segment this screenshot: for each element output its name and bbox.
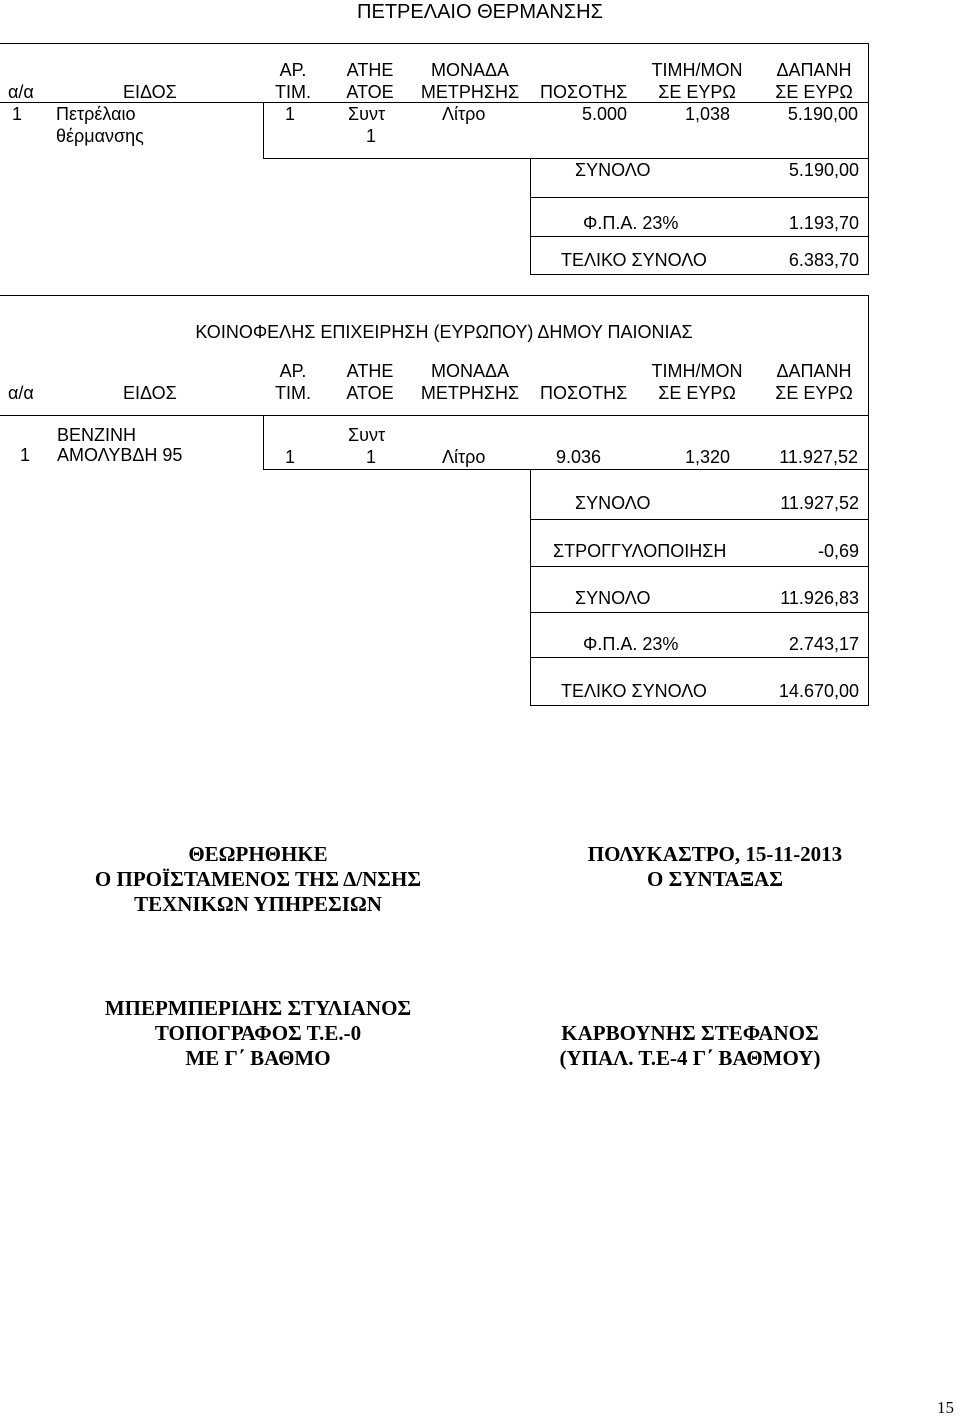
total-value: 11.927,52 <box>780 493 859 513</box>
cell-aa: 1 <box>12 104 23 124</box>
final-total-label: ΤΕΛΙΚΟ ΣΥΝΟΛΟ <box>561 681 707 701</box>
subtotal-value: 11.926,83 <box>780 588 859 608</box>
page-number: 15 <box>937 1398 954 1417</box>
cell-aa: 1 <box>20 445 31 465</box>
cell-athe-line2: 1 <box>366 126 377 146</box>
subtotal-row <box>530 566 869 613</box>
header-timi-line2: ΣΕ ΕΥΡΩ <box>658 383 736 403</box>
header-aa: α/α <box>8 82 34 102</box>
header-monada-line2: ΜΕΤΡΗΣΗΣ <box>420 82 520 102</box>
header-athe-line2: ΑΤΟΕ <box>346 383 394 403</box>
header-ar-line1: ΑΡ. <box>279 60 307 80</box>
header-athe-line1: ΑΤΗΕ <box>346 60 394 80</box>
cell-athe-line1: Συντ <box>348 104 386 124</box>
total-label: ΣΥΝΟΛΟ <box>575 160 651 180</box>
approver-title: ΤΟΠΟΓΡΑΦΟΣ Τ.Ε.-0 <box>154 1021 362 1045</box>
header-ar-line1: ΑΡ. <box>279 361 307 381</box>
total-row <box>530 469 869 520</box>
cell-monada: Λίτρο <box>442 104 486 124</box>
header-timi-line1: ΤΙΜΗ/ΜΟΝ <box>651 361 743 381</box>
cell-posotis: 9.036 <box>556 447 602 467</box>
header-monada-line1: ΜΟΝΑΔΑ <box>430 361 510 381</box>
cell-monada: Λίτρο <box>442 447 486 467</box>
header-eidos: ΕΙΔΟΣ <box>123 383 177 403</box>
header-timi-line2: ΣΕ ΕΥΡΩ <box>658 82 736 102</box>
final-total-row <box>530 657 869 706</box>
author-name: ΚΑΡΒΟΥΝΗΣ ΣΤΕΦΑΝΟΣ <box>561 1021 819 1045</box>
header-athe-line2: ΑΤΟΕ <box>346 82 394 102</box>
header-posotis: ΠΟΣΟΤΗΣ <box>540 82 628 102</box>
approver-grade: ΜΕ Γ΄ ΒΑΘΜΟ <box>185 1046 331 1070</box>
cell-eidos-line2: ΑΜΟΛΥΒΔΗ 95 <box>57 445 183 465</box>
cell-athe-line1: Συντ <box>348 425 386 445</box>
place-date: ΠΟΛΥΚΑΣΤΡΟ, 15-11-2013 <box>587 842 843 866</box>
header-monada-line1: ΜΟΝΑΔΑ <box>430 60 510 80</box>
header-ar-line2: ΤΙΜ. <box>275 82 311 102</box>
cell-ar: 1 <box>285 447 296 467</box>
table-title: ΚΟΙΝΟΦΕΛΗΣ ΕΠΙΧΕΙΡΗΣΗ (ΕΥΡΩΠΟΥ) ΔΗΜΟΥ ΠΑΙΟΝΙΑΣ <box>195 322 693 342</box>
cell-dapani: 5.190,00 <box>787 104 858 124</box>
header-athe-line1: ΑΤΗΕ <box>346 361 394 381</box>
vat-row <box>530 612 869 658</box>
header-eidos: ΕΙΔΟΣ <box>123 82 177 102</box>
vat-value: 1.193,70 <box>788 213 859 233</box>
final-total-value: 14.670,00 <box>778 681 859 701</box>
author-role: Ο ΣΥΝΤΑΞΑΣ <box>647 867 783 891</box>
cell-athe-line2: 1 <box>366 447 377 467</box>
header-dapani-line1: ΔΑΠΑΝΗ <box>776 361 852 381</box>
cell-eidos-line2: θέρμανσης <box>56 126 144 146</box>
header-ar-line2: ΤΙΜ. <box>275 383 311 403</box>
rounding-row <box>530 519 869 567</box>
approver-role-line1: Ο ΠΡΟΪΣΤΑΜΕΝΟΣ ΤΗΣ Δ/ΝΣΗΣ <box>94 867 422 891</box>
header-dapani-line2: ΣΕ ΕΥΡΩ <box>775 383 853 403</box>
vat-label: Φ.Π.Α. 23% <box>583 634 679 654</box>
final-total-row <box>530 236 869 275</box>
vat-row <box>530 197 869 237</box>
page-title: ΠΕΤΡΕΛΑΙΟ ΘΕΡΜΑΝΣΗΣ <box>357 1 603 23</box>
approver-role-line2: ΤΕΧΝΙΚΩΝ ΥΠΗΡΕΣΙΩΝ <box>134 892 382 916</box>
final-total-value: 6.383,70 <box>788 250 859 270</box>
total-label: ΣΥΝΟΛΟ <box>575 493 651 513</box>
approver-name: ΜΠΕΡΜΠΕΡΙΔΗΣ ΣΤΥΛΙΑΝΟΣ <box>104 996 412 1020</box>
vat-value: 2.743,17 <box>788 634 859 654</box>
cell-dapani: 11.927,52 <box>779 447 858 467</box>
author-grade: (ΥΠΑΛ. Τ.Ε-4 Γ΄ ΒΑΘΜΟΥ) <box>559 1046 821 1070</box>
header-timi-line1: ΤΙΜΗ/ΜΟΝ <box>651 60 743 80</box>
cell-timi: 1,038 <box>685 104 731 124</box>
rounding-value: -0,69 <box>817 541 859 561</box>
header-dapani-line1: ΔΑΠΑΝΗ <box>776 60 852 80</box>
cell-eidos-line1: Πετρέλαιο <box>56 104 136 124</box>
rounding-label: ΣΤΡΟΓΓΥΛΟΠΟΙΗΣΗ <box>553 541 727 561</box>
header-dapani-line2: ΣΕ ΕΥΡΩ <box>775 82 853 102</box>
header-posotis: ΠΟΣΟΤΗΣ <box>540 383 628 403</box>
header-aa: α/α <box>8 383 34 403</box>
total-value: 5.190,00 <box>788 160 859 180</box>
total-row <box>530 158 869 198</box>
cell-eidos-line1: ΒΕΝΖΙΝΗ <box>57 425 137 445</box>
header-monada-line2: ΜΕΤΡΗΣΗΣ <box>420 383 520 403</box>
final-total-label: ΤΕΛΙΚΟ ΣΥΝΟΛΟ <box>561 250 707 270</box>
vat-label: Φ.Π.Α. 23% <box>583 213 679 233</box>
approved-heading: ΘΕΩΡΗΘΗΚΕ <box>188 842 328 866</box>
subtotal-label: ΣΥΝΟΛΟ <box>575 588 651 608</box>
cell-posotis: 5.000 <box>582 104 628 124</box>
cell-timi: 1,320 <box>685 447 731 467</box>
cell-ar: 1 <box>285 104 296 124</box>
